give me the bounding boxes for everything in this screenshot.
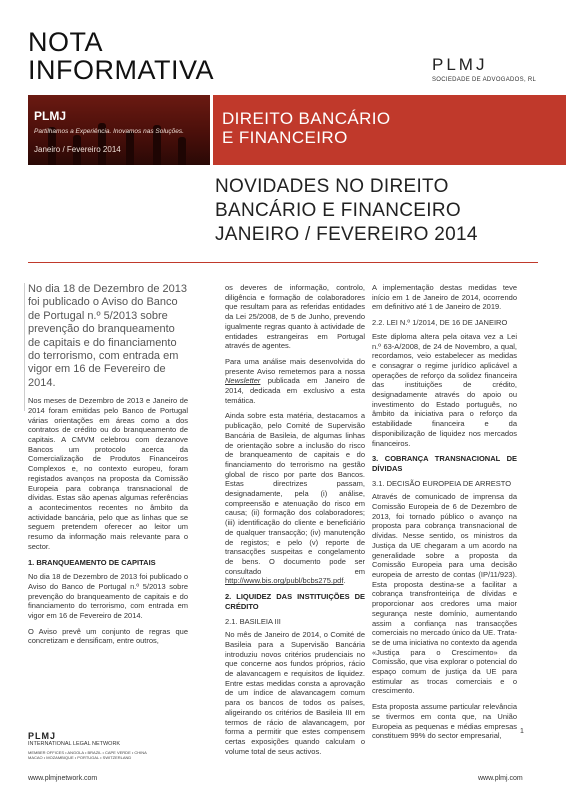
page-number: 1 (520, 728, 524, 735)
paragraph: Através de comunicado de imprensa da Comissão Europeia de 6 de Dezembro de 2013, foi tornado público o avanço na proposta para cobrança transnacional de dívidas. Nesse sentido, os ministros da Justiça da UE chegaram a um acordo na generalidade sobre a proposta da Comissão Europeia para uma decisão europeia de arresto de contas (IP/11/923). Esta proposta destina-se a facilitar a cobrança transfronteiriça de dívidas e proporcionar aos credores uma maior segurança neste domínio, aumentando assim a confiança nas transacções comerciais no mercado único da UE. Trata-se de uma iniciativa no contexto da agenda «Justiça para o Crescimento» da Comissão, que visa explorar o potencial do espaço comum de justiça da UE para estimular as trocas comerciais e o crescimento. (372, 492, 517, 696)
plmj-logo (432, 55, 552, 83)
title-line-2: INFORMATIVA (28, 55, 214, 85)
network-subtitle: INTERNATIONAL LEGAL NETWORK (28, 741, 121, 747)
logo-subtitle: SOCIEDADE DE ADVOGADOS, RL (432, 77, 537, 83)
paragraph: O Aviso prevê um conjunto de regras que concretizam e densificam, entre outros, (28, 626, 188, 646)
firm-website-link[interactable]: www.plmj.com (478, 775, 523, 782)
banner-image (28, 95, 210, 165)
topic-title (222, 109, 391, 147)
title-line-1: NOTA (28, 27, 103, 57)
topic-line-2: E FINANCEIRO (222, 128, 348, 147)
text-span: Ainda sobre esta matéria, destacamos a publicação, pelo Comité de Supervisão Bancária de Basileia, de algumas linhas de orientação sobre a inclusão do risco de branqueamento de capitais e do financiamento do terrorismo na gestão global de risco por parte dos Bancos. Estas directrizes passam, designadamente, pela (i) análise, compreensão e atenuação do risco em causa; (ii) formação dos colaboradores; (iii) identificação do cliente e beneficiário de qualquer transacção; (iv) manutenção de registos; e pelo (v) reporte de transacções suspeitas e congelamento de bens. O documento pode ser consultado em (225, 411, 365, 576)
member-offices: MEMBER OFFICES • ANGOLA • BRAZIL • CAPE VERDE • CHINA MACAO • MOZAMBIQUE • PORTUGAL • SWITZERLAND (28, 750, 147, 760)
paragraph: os deveres de informação, controlo, diligência e formação de colaboradores que resultam para as referidas entidades da Lei 25/2008, de 5 de Junho, prevendo igualmente regras quanto à actividade de entidades estrangeiras em Portugal através de agentes. (225, 283, 365, 351)
network-website-link[interactable]: www.plmjnetwork.com (28, 775, 98, 782)
headline-line-2: BANCÁRIO E FINANCEIRO (215, 200, 461, 221)
topic-line-1: DIREITO BANCÁRIO (222, 109, 391, 128)
banner-date: Janeiro / Fevereiro 2014 (34, 145, 121, 154)
lead-paragraph: No dia 18 de Dezembro de 2013 foi publicado o Aviso do Banco de Portugal n.º 5/2013 sobre prevenção do branqueamento de capitais e do financiamento do terrorismo, com entrada em vigor em 16 de Fevereiro de 2014. (28, 283, 187, 389)
lead-divider (24, 283, 25, 411)
text-span: publicada em Janeiro de 2014, dedicada em exclusivo a esta temática. (225, 376, 365, 405)
network-name: PLMJ (28, 731, 57, 741)
section-rule (28, 262, 538, 263)
text-span: . (343, 576, 346, 586)
banner-tagline: Partilhamos a Experiência. Inovamos nas Soluções. (34, 128, 184, 135)
newsletter-link[interactable]: Newsletter (225, 376, 261, 386)
text-span: Para uma análise mais desenvolvida do presente Aviso remetemos para a nossa (225, 356, 365, 376)
paragraph: A implementação destas medidas teve início em 1 de Janeiro de 2014, ocorrendo em definitivo até 1 de Janeiro de 2019. (372, 283, 517, 312)
paragraph (225, 357, 365, 406)
silhouette (126, 131, 134, 165)
subsection-heading: 2.1. BASILEIA III (225, 616, 281, 626)
column-1 (28, 283, 188, 652)
subsection-heading: 3.1. DECISÃO EUROPEIA DE ARRESTO (372, 478, 512, 488)
newsletter-title (28, 28, 228, 84)
paragraph (225, 411, 365, 586)
bis-link[interactable]: http://www.bis.org/publ/bcbs275.pdf (225, 576, 344, 586)
section-heading: 2. LIQUIDEZ DAS INSTITUIÇÕES DE CRÉDITO (225, 592, 365, 611)
section-heading: 1. BRANQUEAMENTO DE CAPITAIS (28, 557, 156, 567)
network-logo (28, 731, 148, 760)
headline-line-1: NOVIDADES NO DIREITO (215, 176, 449, 197)
paragraph: No mês de Janeiro de 2014, o Comité de Basileia para a Supervisão Bancária introduziu novos critérios prudenciais no que concerne aos fundos próprios, rácio de alavancagem e requisitos de liquidez. Entre estas medidas consta a aprovação de um índice de alavancagem comum para os bancos de todos os países, aligeirando os critérios de Basileia III em termos de rácio de alavancagem, por forma a permitir que estes compensem certas exposições quando calculam o volume total de seus activos. (225, 630, 365, 756)
paragraph: No dia 18 de Dezembro de 2013 foi publicado o Aviso do Banco de Portugal n.º 5/2013 sobre prevenção do branqueamento de capitais e do financiamento do terrorismo, com entrada em vigor em 16 de Fevereiro de 2014. (28, 572, 188, 621)
silhouette (178, 137, 186, 165)
section-heading: 3. COBRANÇA TRANSNACIONAL DE DÍVIDAS (372, 454, 517, 473)
paragraph: Este diploma altera pela oitava vez a Lei n.º 63-A/2008, de 24 de Novembro, a qual, recordamos, veio estabelecer as medidas e consagrar o regime jurídico aplicável a operações de reforço da solidez financeira das instituições de crédito, designadamente através do apoio ou investimento do Estado português, no âmbito da iniciativa para o reforço da estabilidade financeira e da disponibilização de liquidez nos mercados financeiros. (372, 331, 517, 448)
headline-line-3: JANEIRO / FEVEREIRO 2014 (215, 224, 478, 245)
column-2 (225, 283, 365, 762)
banner (0, 95, 566, 165)
headline (215, 175, 545, 247)
topic-panel (213, 95, 566, 165)
logo-name: PLMJ (432, 55, 488, 74)
subsection-heading: 2.2. LEI N.º 1/2014, DE 16 DE JANEIRO (372, 318, 508, 328)
paragraph: Esta proposta assume particular relevância se tivermos em conta que, na União Europeia as pequenas e médias empresas constituem 99% do sector empresarial, (372, 702, 517, 741)
banner-brand: PLMJ (34, 109, 67, 123)
intro-paragraph: Nos meses de Dezembro de 2013 e Janeiro de 2014 foram emitidas pelo Banco de Portugal várias orientações em áreas como a dos contratos de crédito ou do branqueamento de capitais. A CMVM celebrou com dezanove Bancos um protocolo acerca da Comercialização de Produtos Financeiros Complexos e, no contexto europeu, foram registados avanços na proposta da Comissão Europeia para cobrança transnacional de dívidas. Estas são apenas algumas referências a acontecimentos recentes no âmbito da actividade bancária, pelo que as linhas que se seguem pretendem oferecer ao leitor um resumo da informação mais relevante para o sector. (28, 396, 188, 551)
column-3 (372, 283, 517, 747)
